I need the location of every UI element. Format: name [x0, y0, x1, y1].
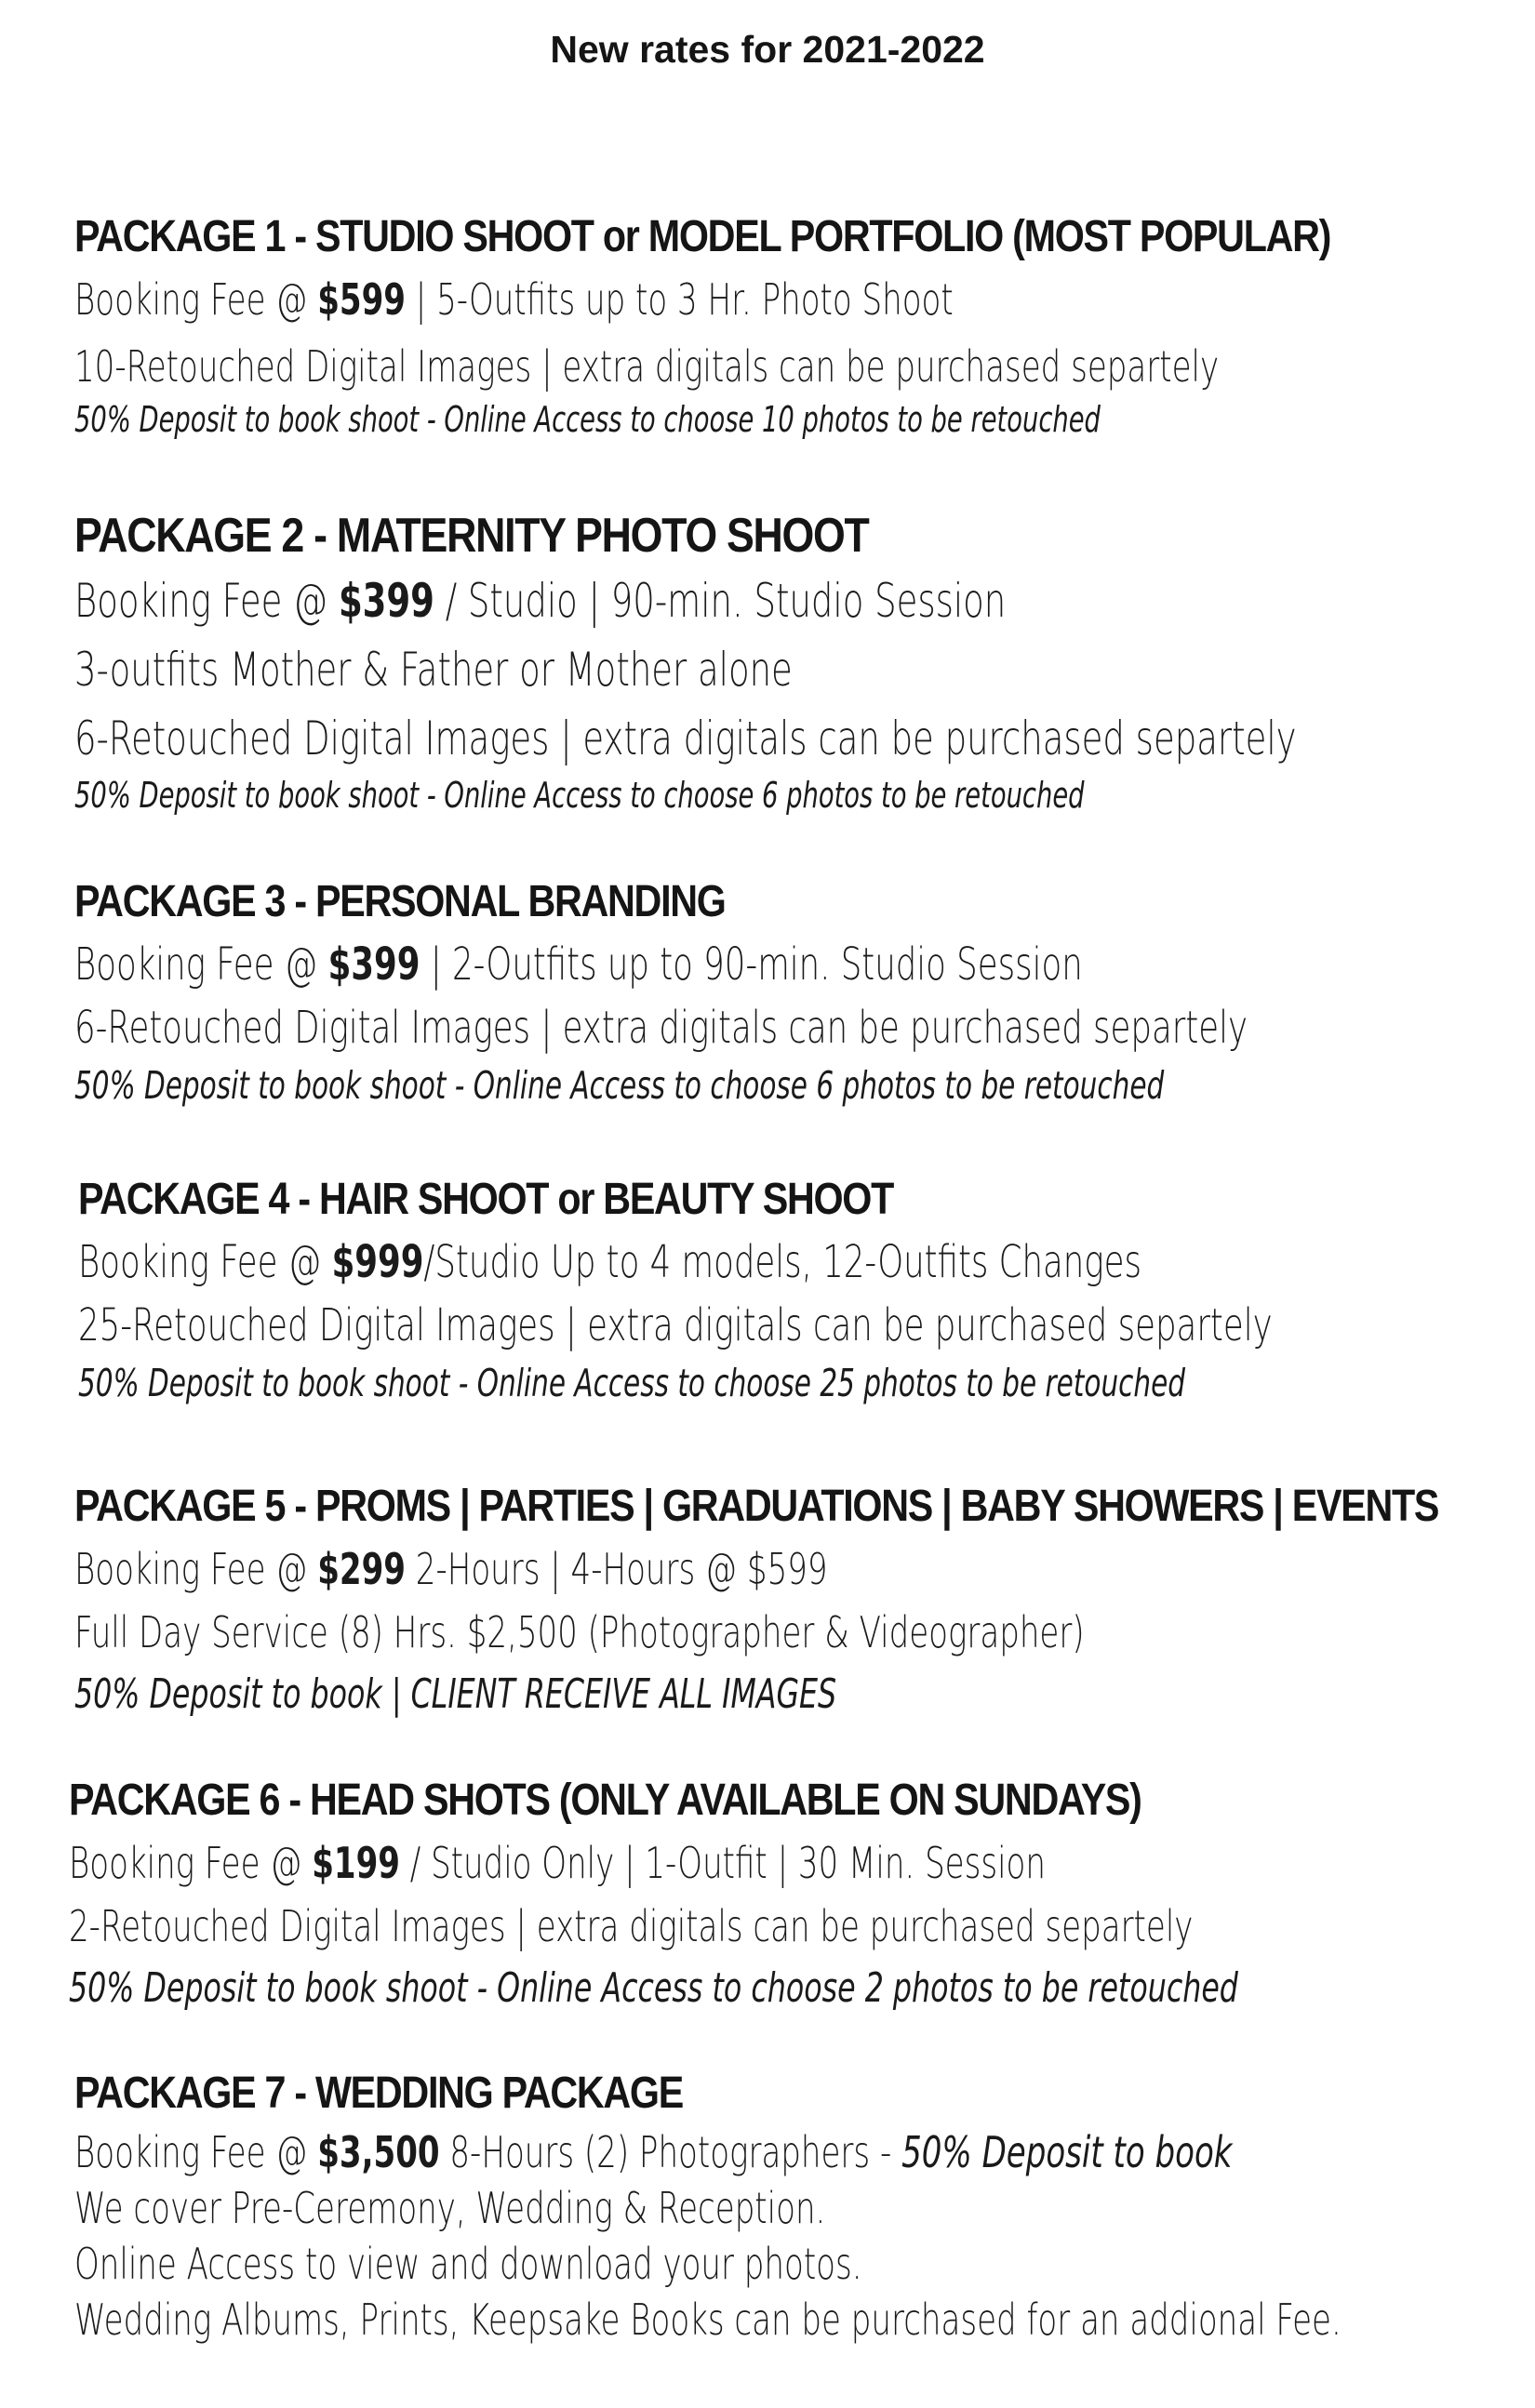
package-title: PACKAGE 3 - PERSONAL BRANDING — [74, 877, 726, 926]
price: $399 — [327, 938, 420, 991]
package-title: PACKAGE 5 - PROMS | PARTIES | GRADUATIONS | BABY SHOWERS | EVENTS — [74, 1482, 1439, 1531]
booking-fee-line: Booking Fee @ $3,500 8-Hours (2) Photographers - 50% Deposit to book — [74, 2127, 1233, 2177]
package-title: PACKAGE 1 - STUDIO SHOOT or MODEL PORTFOLIO (MOST POPULAR) — [74, 212, 1331, 261]
booking-fee-line: Booking Fee @ $599 | 5-Outfits up to 3 Hr. Photo Shoot — [74, 274, 954, 325]
price: $199 — [312, 1838, 400, 1888]
package-2 — [74, 505, 1488, 818]
retouched-images-line: 2-Retouched Digital Images | extra digitals can be purchased separtely — [69, 1901, 1194, 1951]
page-title: New rates for 2021-2022 — [550, 28, 985, 71]
package-title: PACKAGE 6 - HEAD SHOTS (ONLY AVAILABLE ON SUNDAYS) — [69, 1776, 1141, 1825]
deposit-note: 50% Deposit to book | CLIENT RECEIVE ALL IMAGES — [74, 1670, 837, 1718]
deposit-note: 50% Deposit to book shoot - Online Access to choose 2 photos to be retouched — [69, 1964, 1238, 2012]
retouched-images-line: 25-Retouched Digital Images | extra digitals can be purchased separtely — [78, 1299, 1273, 1351]
booking-fee-line: Booking Fee @ $299 2-Hours | 4-Hours @ $599 — [74, 1544, 828, 1594]
deposit-note: 50% Deposit to book shoot - Online Access to choose 25 photos to be retouched — [78, 1361, 1186, 1405]
package-7 — [74, 2063, 1488, 2348]
retouched-images-line: 6-Retouched Digital Images | extra digitals can be purchased separtely — [74, 712, 1297, 765]
package-5 — [74, 1476, 1488, 1725]
albums-line: Wedding Albums, Prints, Keepsake Books can be purchased for an addional Fee. — [74, 2295, 1341, 2345]
coverage-line: We cover Pre-Ceremony, Wedding & Reception. — [74, 2183, 826, 2233]
retouched-images-line: 6-Retouched Digital Images | extra digitals can be purchased separtely — [74, 1002, 1248, 1054]
deposit-note: 50% Deposit to book — [901, 2127, 1233, 2177]
online-access-line: Online Access to view and download your photos. — [74, 2239, 862, 2289]
price: $999 — [331, 1236, 424, 1288]
package-1 — [74, 206, 1488, 441]
full-day-service-line: Full Day Service (8) Hrs. $2,500 (Photographer & Videographer) — [74, 1607, 1085, 1657]
package-6 — [69, 1770, 1483, 2019]
package-3 — [74, 871, 1488, 1111]
booking-fee-line: Booking Fee @ $399 / Studio | 90-min. Studio Session — [74, 574, 1007, 628]
booking-fee-line: Booking Fee @ $399 | 2-Outfits up to 90-min. Studio Session — [74, 938, 1083, 991]
price: $399 — [338, 574, 434, 628]
package-title: PACKAGE 2 - MATERNITY PHOTO SHOOT — [74, 509, 869, 563]
booking-fee-line: Booking Fee @ $199 / Studio Only | 1-Outfit | 30 Min. Session — [69, 1838, 1046, 1888]
price: $299 — [317, 1544, 406, 1594]
outfits-line: 3-outfits Mother & Father or Mother alone — [74, 643, 793, 697]
price: $3,500 — [317, 2127, 440, 2177]
package-4 — [78, 1169, 1492, 1409]
deposit-note: 50% Deposit to book shoot - Online Access to choose 6 photos to be retouched — [74, 1063, 1165, 1108]
retouched-images-line: 10-Retouched Digital Images | extra digitals can be purchased separtely — [74, 341, 1220, 392]
booking-fee-line: Booking Fee @ $999/Studio Up to 4 models, 12-Outfits Changes — [78, 1236, 1141, 1288]
package-title: PACKAGE 7 - WEDDING PACKAGE — [74, 2069, 683, 2118]
package-title: PACKAGE 4 - HAIR SHOOT or BEAUTY SHOOT — [78, 1175, 894, 1224]
price: $599 — [317, 274, 406, 325]
deposit-note: 50% Deposit to book shoot - Online Access to choose 10 photos to be retouched — [74, 399, 1101, 440]
deposit-note: 50% Deposit to book shoot - Online Access to choose 6 photos to be retouched — [74, 775, 1085, 816]
